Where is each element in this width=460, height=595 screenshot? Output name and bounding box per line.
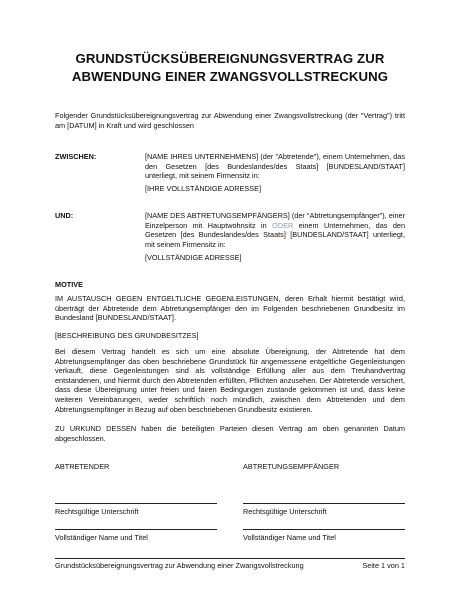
and-party-text-end: einem Unternehmen, das den Gesetzen [des Bundeslandes/des Staats] [BUNDESLAND/STAAT] unterliegt, mit seinem Firmensitz in:	[145, 220, 405, 249]
motive-paragraph-2: Bei diesem Vertrag handelt es sich um eine absolute Übereignung, der Abtretende hat dem Abtretungsempfänger das oben beschriebene Grundstück für angemessene entgeltliche Gegenleistungen verkauft, diese Gegenleistungen sind als vollständige Erfüllung aller aus dem Treuhandvertrag entstandenen, und hiermit durch den Abtretenden erfüllten, Pflichten anzusehen. Der Abtretende versichert, dass diese Übereignung unter freien und fairen Bedingungen zustande gekommen ist und, dass keine weiteren Vereinbarungen, weder schriftlich noch mündlich, zwischen dem Abtretenden und dem Abtretungsempfänger in Bezug auf oben beschriebenen Grundbesitz existieren.	[55, 347, 405, 414]
document-title	[30, 50, 430, 86]
witness-paragraph: ZU URKUND DESSEN haben die beteiligten Parteien diesen Vertrag am oben genannten Datum abgeschlossen.	[55, 424, 405, 443]
assignee-name-line	[243, 529, 405, 530]
footer-page-number: Seite 1 von 1	[362, 561, 405, 570]
title-line-2: ABWENDUNG EINER ZWANGSVOLLSTRECKUNG	[71, 69, 389, 84]
assignee-heading: ABTRETUNGSEMPFÄNGER	[243, 462, 340, 471]
between-party-address: [IHRE VOLLSTÄNDIGE ADRESSE]	[145, 184, 261, 193]
title-line-1: GRUNDSTÜCKSÜBEREIGNUNGSVERTRAG ZUR	[75, 51, 385, 66]
assignor-signature-line	[55, 503, 217, 504]
assignee-signature-line	[243, 503, 405, 504]
assignee-signature-label: Rechtsgültige Unterschrift	[243, 507, 327, 516]
intro-paragraph: Folgender Grundstücksübereignungsvertrag zur Abwendung einer Zwangsvollstreckung (der "Vertrag") tritt am [DATUM] in Kraft und wird geschlossen	[55, 111, 405, 130]
property-description: [BESCHREIBUNG DES GRUNDBESITZES]	[55, 331, 199, 340]
assignor-name-line	[55, 529, 217, 530]
and-party-text	[145, 211, 405, 249]
footer-divider	[55, 558, 405, 559]
oder-placeholder: ODER	[272, 220, 294, 230]
and-party-address: [VOLLSTÄNDIGE ADRESSE]	[145, 253, 242, 262]
assignor-name-label: Vollständiger Name und Titel	[55, 533, 148, 542]
between-label: ZWISCHEN:	[55, 152, 97, 161]
footer-document-title: Grundstücksübereignungsvertrag zur Abwendung einer Zwangsvollstreckung	[55, 561, 304, 570]
between-party-text: [NAME IHRES UNTERNEHMENS] (der "Abtretende"), einem Unternehmen, das den Gesetzen [des Bundeslandes/des Staats] [BUNDESLAND/STAAT] unterliegt, mit seinem Firmensitz in:	[145, 152, 405, 181]
assignor-heading: ABTRETENDER	[55, 462, 110, 471]
and-party-text-start: [NAME DES ABTRETUNGSEMPFÄNGERS] (der "Abtretungsempfänger"), einer Einzelperson mit Hauptwohnsitz in	[145, 211, 405, 230]
motive-heading: MOTIVE	[55, 280, 83, 289]
assignee-name-label: Vollständiger Name und Titel	[243, 533, 336, 542]
motive-paragraph-1: IM AUSTAUSCH GEGEN ENTGELTLICHE GEGENLEISTUNGEN, deren Erhalt hiermit bestätigt wird, überträgt der Abtretende dem Abtretungsempfänger den im Folgenden beschriebenen Grundbesitz im Bundesland [BUNDESLAND/STAAT].	[55, 294, 405, 323]
assignor-signature-label: Rechtsgültige Unterschrift	[55, 507, 139, 516]
and-label: UND:	[55, 211, 74, 220]
